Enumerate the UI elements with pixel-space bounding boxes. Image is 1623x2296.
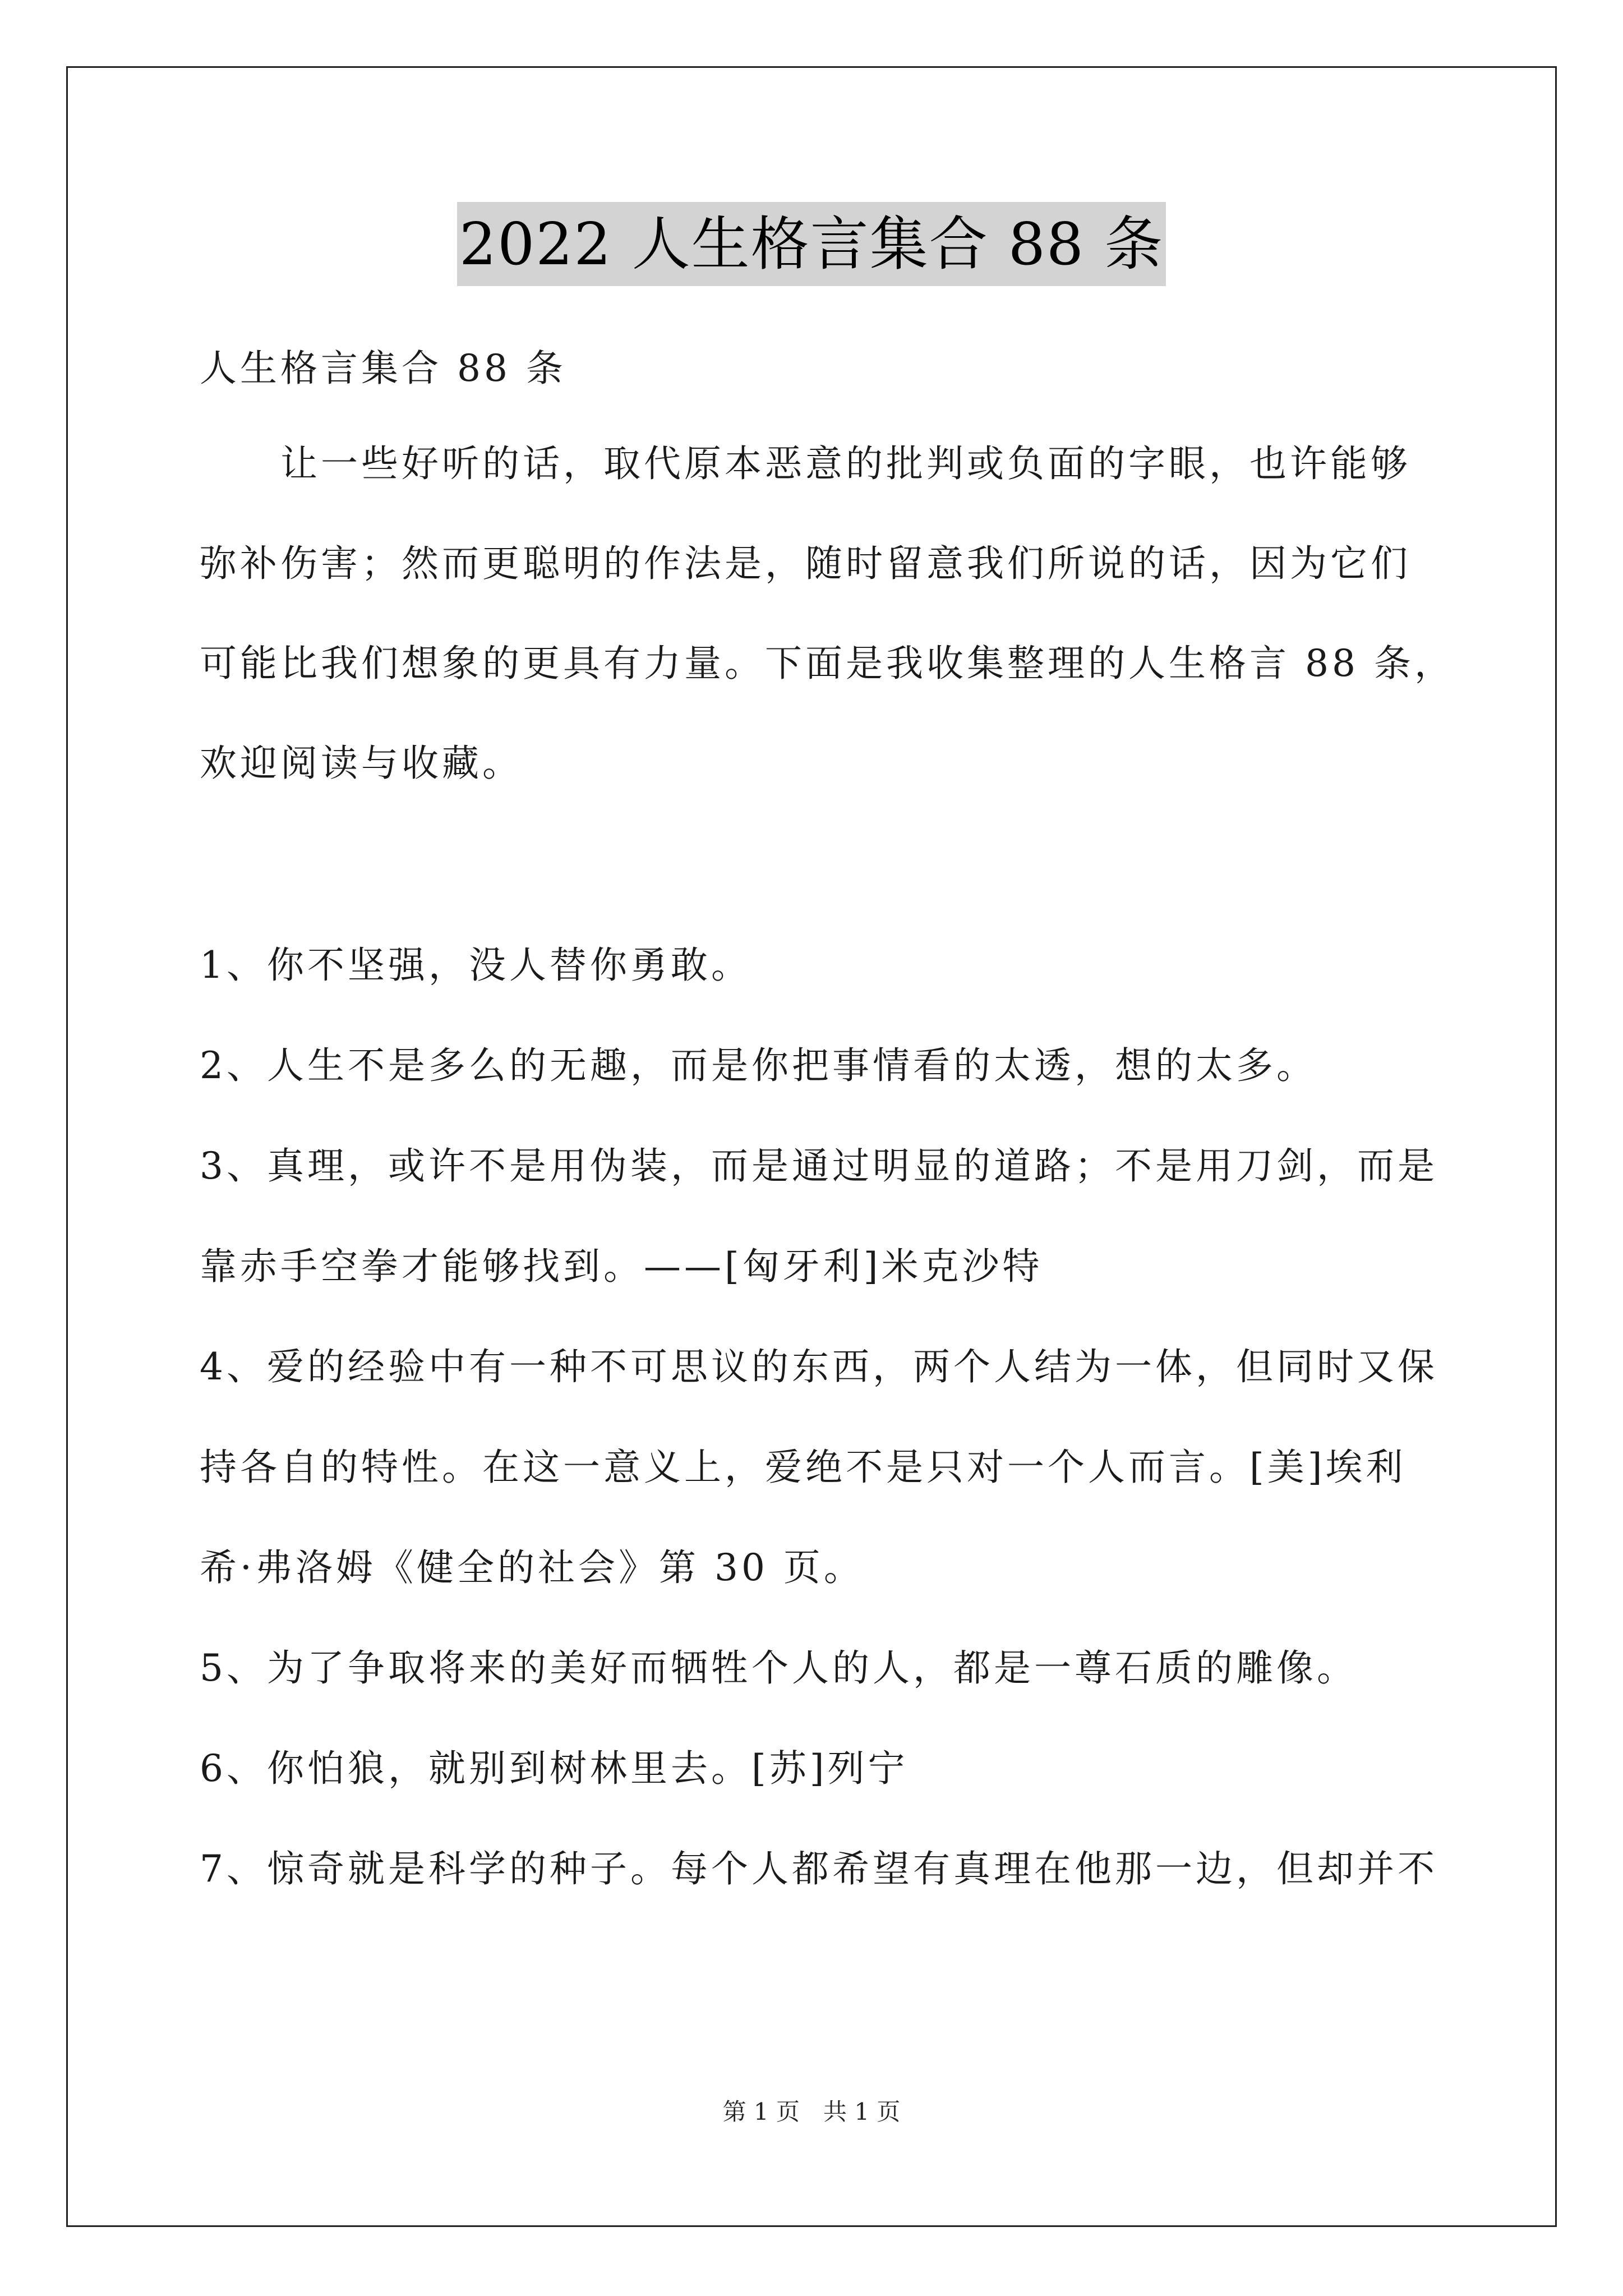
list-item-continuation: 希·弗洛姆《健全的社会》第 30 页。 (200, 1546, 864, 1589)
intro-line: 可能比我们想象的更具有力量。下面是我收集整理的人生格言 88 条， (200, 642, 1455, 685)
list-item: 3、真理，或许不是用伪装，而是通过明显的道路；不是用刀剑，而是 (200, 1144, 1438, 1188)
subtitle: 人生格言集合 88 条 (200, 347, 566, 390)
document-body (200, 343, 1455, 1894)
list-item: 5、为了争取将来的美好而牺牲个人的人，都是一尊石质的雕像。 (200, 1646, 1357, 1690)
list-item-continuation: 靠赤手空拳才能够找到。——[匈牙利]米克沙特 (200, 1245, 1043, 1288)
list-item: 7、惊奇就是科学的种子。每个人都希望有真理在他那一边，但却并不 (200, 1847, 1438, 1890)
intro-line: 让一些好听的话，取代原本恶意的批判或负面的字眼，也许能够 (200, 442, 1411, 485)
list-item: 2、人生不是多么的无趣，而是你把事情看的太透，想的太多。 (200, 1044, 1317, 1087)
list-item: 4、爱的经验中有一种不可思议的东西，两个人结为一体，但同时又保 (200, 1345, 1438, 1388)
title-block (0, 202, 1623, 286)
intro-line: 弥补伤害；然而更聪明的作法是，随时留意我们所说的话，因为它们 (200, 542, 1411, 585)
list-item-continuation: 持各自的特性。在这一意义上，爱绝不是只对一个人而言。[美]埃利 (200, 1446, 1407, 1489)
list-item: 1、你不坚强，没人替你勇敢。 (200, 944, 751, 987)
page-footer: 第 1 页 共 1 页 (722, 2098, 901, 2125)
list-item: 6、你怕狼，就别到树林里去。[苏]列宁 (200, 1747, 909, 1790)
document-title: 2022 人生格言集合 88 条 (457, 202, 1166, 286)
intro-line: 欢迎阅读与收藏。 (200, 742, 523, 785)
